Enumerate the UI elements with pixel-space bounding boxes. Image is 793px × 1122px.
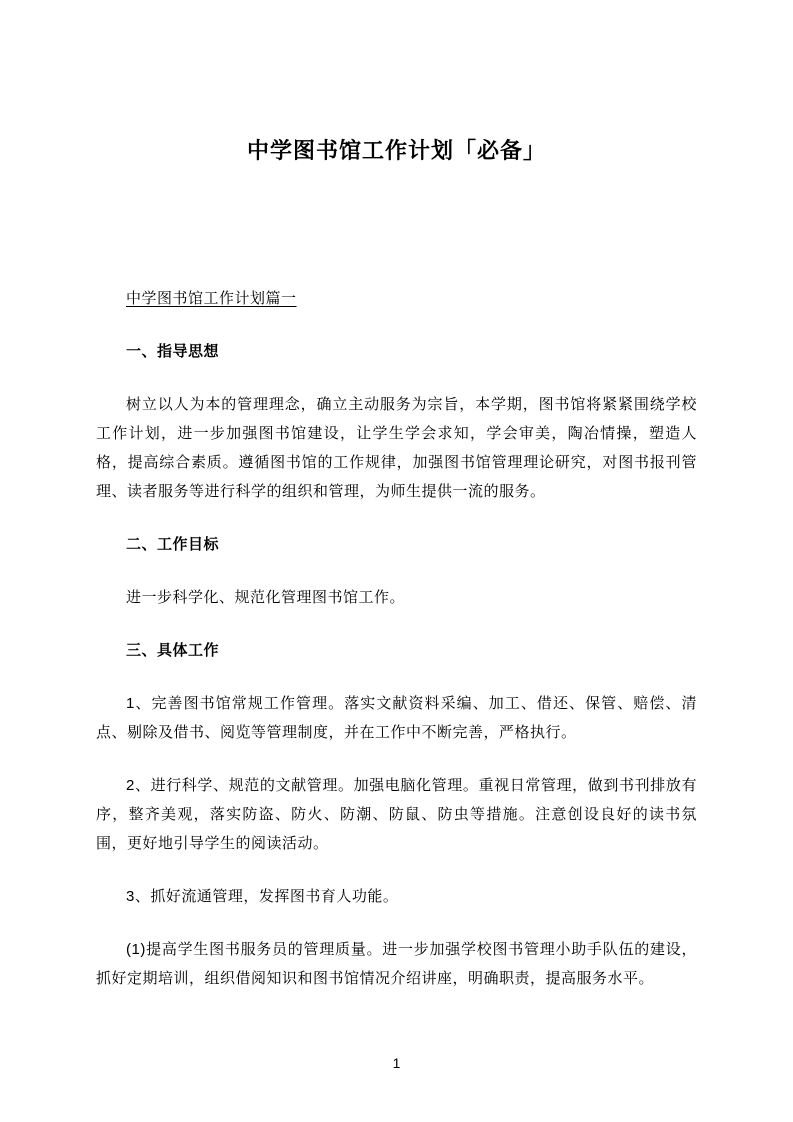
- paragraph-guiding-ideology: 树立以人为本的管理理念，确立主动服务为宗旨，本学期，图书馆将紧紧围绕学校工作计划，进一步加强图书馆建设，让学生学会求知，学会审美，陶冶情操，塑造人格，提高综合素质。遵循图书馆的工作规律，加强图书馆管理理论研究，对图书报刊管理、读者服务等进行科学的组织和管理，为师生提供一流的服务。: [96, 396, 697, 500]
- paragraph-work-goal: 进一步科学化、规范化管理图书馆工作。: [126, 589, 406, 606]
- document-body: [96, 284, 697, 1017]
- document-title: 中学图书馆工作计划「必备」: [246, 138, 546, 163]
- page-number: 1: [392, 1055, 401, 1071]
- paragraph-specific-work-2: 2、进行科学、规范的文献管理。加强电脑化管理。重视日常管理，做到书刊排放有序，整齐美观，落实防盗、防火、防潮、防鼠、防虫等措施。注意创设良好的读书氛围，更好地引导学生的阅读活动。: [96, 777, 697, 852]
- paragraph-specific-work-3-sub-1: (1)提高学生图书服务员的管理质量。进一步加强学校图书管理小助手队伍的建设，抓好定期培训，组织借阅知识和图书馆情况介绍讲座，明确职责，提高服务水平。: [96, 941, 697, 987]
- heading-work-goal: 二、工作目标: [126, 536, 220, 553]
- heading-specific-work: 三、具体工作: [126, 642, 220, 659]
- paragraph-specific-work-1: 1、完善图书馆常规工作管理。落实文献资料采编、加工、借还、保管、赔偿、清点、剔除及借书、阅览等管理制度，并在工作中不断完善，严格执行。: [96, 695, 697, 741]
- paragraph-specific-work-3: 3、抓好流通管理，发挥图书育人功能。: [126, 888, 399, 905]
- heading-guiding-ideology: 一、指导思想: [126, 343, 220, 360]
- section-one-label: 中学图书馆工作计划篇一: [126, 290, 297, 307]
